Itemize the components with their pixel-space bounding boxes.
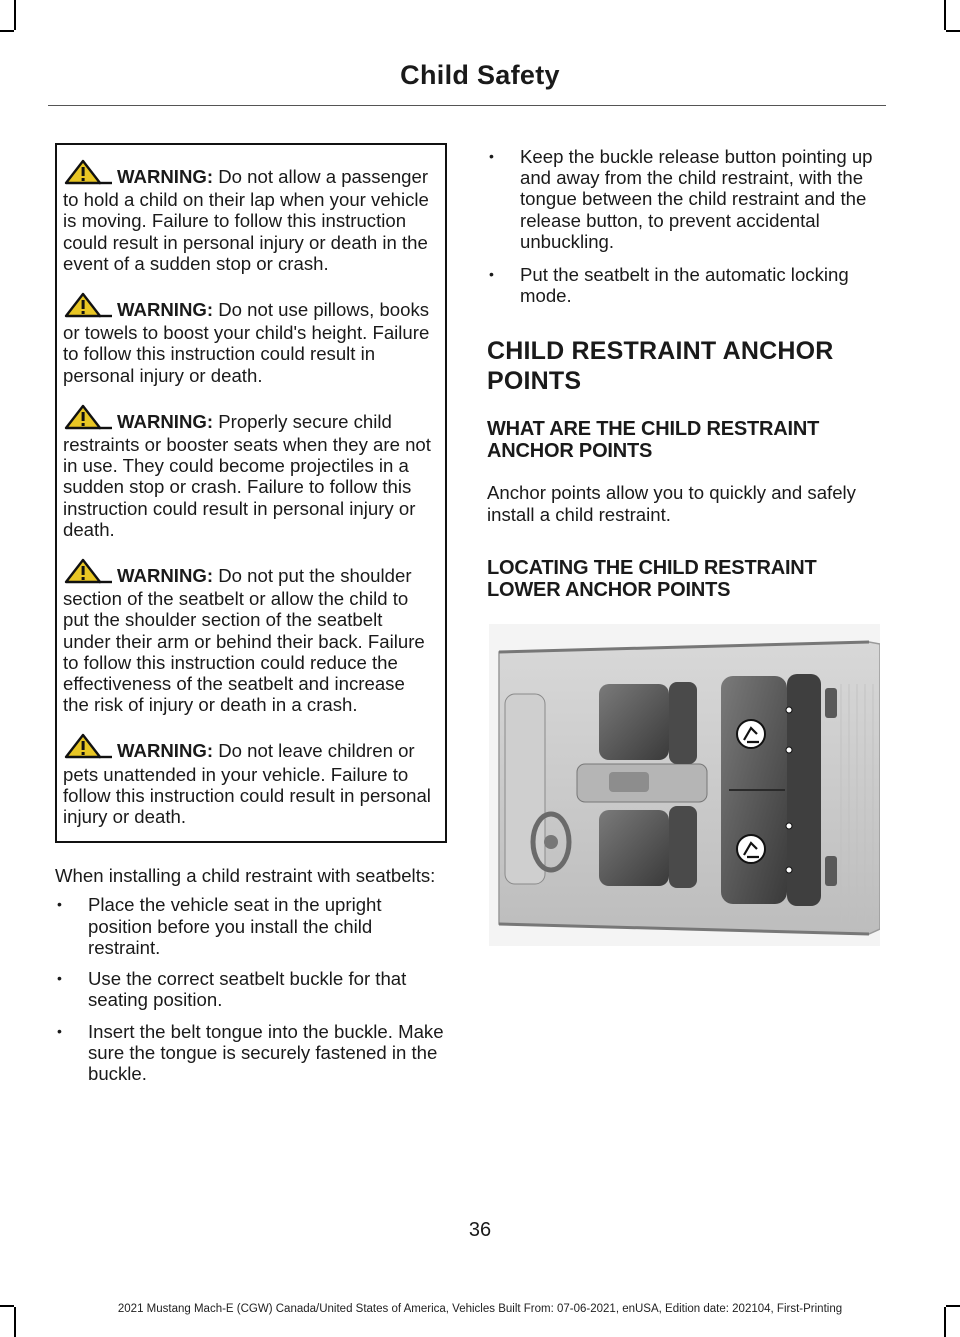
warning-text: Do not leave children or pets unattended in your vehicle. Failure to follow this instruction could result in personal injury or death.	[63, 740, 431, 828]
left-column	[55, 143, 447, 1094]
warning-item	[63, 292, 435, 386]
warning-triangle-icon	[63, 292, 113, 322]
warning-triangle-icon	[63, 159, 113, 189]
warning-label: WARNING:	[117, 740, 214, 762]
list-item: • Insert the belt tongue into the buckle. Make sure the tongue is securely fastened in the buckle.	[55, 1021, 447, 1085]
warning-label: WARNING:	[117, 166, 214, 187]
crop-mark	[14, 0, 16, 30]
right-column	[487, 146, 882, 601]
crop-mark	[944, 0, 946, 30]
warning-label: WARNING:	[117, 565, 214, 587]
warning-text: Do not allow a passenger to hold a child on their lap when your vehicle is moving. Failure to follow this instruction could result in personal injury or death in the event of a sudden stop or crash.	[63, 166, 429, 274]
crop-mark	[946, 30, 960, 32]
bullet-list	[55, 894, 447, 1084]
list-item: • Place the vehicle seat in the upright position before you install the child restraint.	[55, 894, 447, 958]
warning-text: Properly secure child restraints or booster seats when they are not in use. They could become projectiles in a sudden stop or crash. Failure to follow this instruction could result in personal injury or death.	[63, 410, 431, 540]
section-heading	[487, 336, 882, 396]
subheading: LOCATING THE CHILD RESTRAINT LOWER ANCHOR POINTS	[487, 556, 817, 601]
section-heading-line: POINTS	[487, 367, 582, 396]
page-title: Child Safety	[400, 60, 560, 90]
warning-triangle-icon	[63, 733, 113, 763]
warning-item	[63, 404, 435, 540]
warning-text: Do not put the shoulder section of the seatbelt or allow the child to put the shoulder section of the seatbelt under their arm or behind their back. Failure to follow this instruction could reduce the effectiveness of the seatbelt and increase the risk of injury or death in a crash.	[63, 565, 425, 716]
list-item: • Use the correct seatbelt buckle for that seating position.	[55, 968, 447, 1010]
crop-mark	[0, 30, 14, 32]
lower-anchor-points-illustration	[489, 624, 880, 946]
paragraph: Anchor points allow you to quickly and safely install a child restraint.	[487, 482, 856, 525]
warning-item	[63, 733, 435, 827]
warning-item	[63, 558, 435, 715]
intro-text: When installing a child restraint with seatbelts:	[55, 865, 436, 887]
warning-triangle-icon	[63, 558, 113, 588]
warning-label: WARNING:	[117, 299, 214, 321]
section-heading-line: CHILD RESTRAINT ANCHOR	[487, 337, 834, 366]
warning-triangle-icon	[63, 404, 113, 434]
list-item: • Keep the buckle release button pointing up and away from the child restraint, with the tongue between the child restraint and the release button, to prevent accidental unbuckling.	[487, 146, 882, 252]
warning-text: Do not use pillows, books or towels to boost your child's height. Failure to follow this instruction could result in personal injury or death.	[63, 299, 430, 386]
subheading: WHAT ARE THE CHILD RESTRAINT ANCHOR POINTS	[487, 418, 820, 463]
bullet-list	[487, 146, 882, 306]
header-divider	[48, 105, 886, 106]
page-number: 36	[468, 1219, 492, 1241]
list-item: • Put the seatbelt in the automatic locking mode.	[487, 264, 882, 306]
warning-item	[63, 159, 435, 274]
warning-label: WARNING:	[117, 410, 214, 432]
warning-box	[55, 143, 447, 843]
page-footer: 2021 Mustang Mach-E (CGW) Canada/United States of America, Vehicles Built From: 07-06-2021, enUSA, Edition date: 202104, First-Printing	[117, 1303, 843, 1315]
